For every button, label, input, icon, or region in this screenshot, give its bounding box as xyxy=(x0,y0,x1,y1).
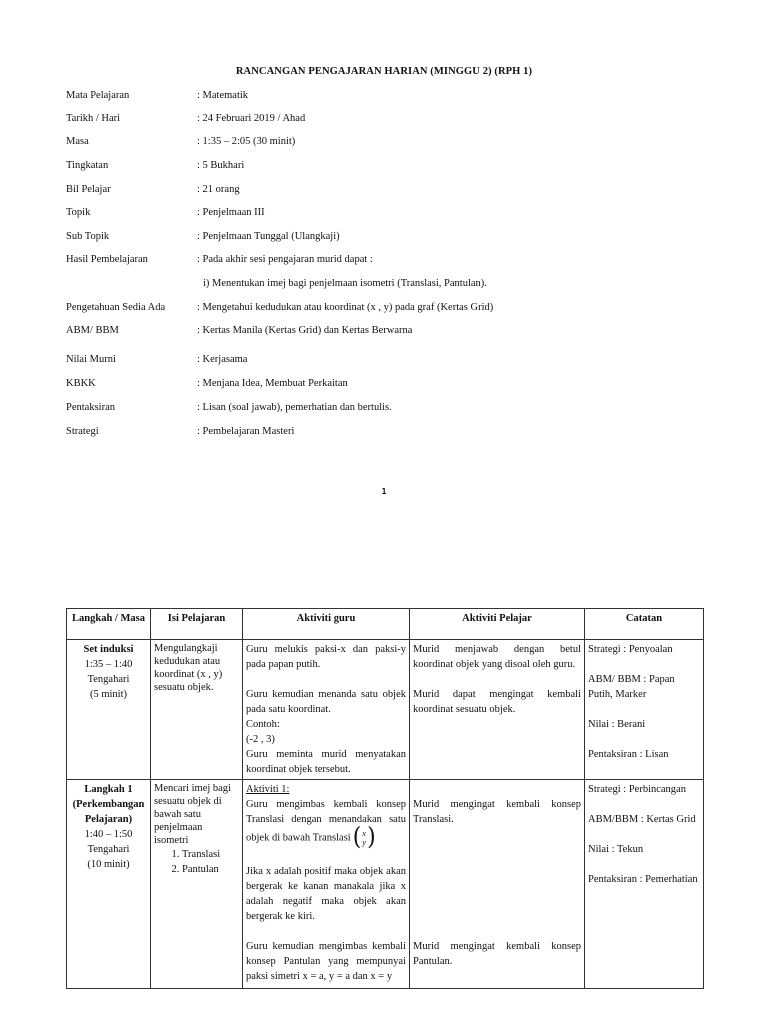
step-name: Langkah 1 (Perkembangan Pelajaran) xyxy=(72,784,145,825)
page-title: RANCANGAN PENGAJARAN HARIAN (MINGGU 2) (RPH 1) xyxy=(235,66,533,77)
page-number: 1 xyxy=(381,487,387,496)
notes-text: Nilai : Berani xyxy=(588,719,646,730)
info-label: KBKK xyxy=(66,378,96,389)
table-header-row xyxy=(67,609,704,640)
info-label: Sub Topik xyxy=(66,231,110,242)
teacher-cell xyxy=(243,780,410,989)
content-list xyxy=(154,847,239,877)
info-value: : Penjelmaan III xyxy=(197,207,265,218)
step-cell xyxy=(67,640,151,780)
header-catatan: Catatan xyxy=(585,609,704,640)
teacher-cell xyxy=(243,640,410,780)
teacher-text: Guru meminta murid menyatakan koordinat objek tersebut. xyxy=(246,749,406,775)
student-text: Murid dapat mengingat kembali koordinat sesuatu objek. xyxy=(413,689,581,715)
teacher-text: Contoh: xyxy=(246,719,280,730)
table-row xyxy=(67,640,704,780)
student-cell xyxy=(410,640,585,780)
info-label: Mata Pelajaran xyxy=(66,90,130,101)
content-cell xyxy=(151,780,243,989)
notes-cell xyxy=(585,780,704,989)
content-text: Mencari imej bagi sesuatu objek di bawah satu penjelmaan isometri xyxy=(154,783,231,846)
info-value: : Lisan (soal jawab), pemerhatian dan bertulis. xyxy=(197,402,392,413)
translation-vector: ( x y ) xyxy=(352,823,376,852)
activity-heading: Aktiviti 1: xyxy=(246,784,290,795)
info-value: : Pembelajaran Masteri xyxy=(197,426,295,437)
lesson-table xyxy=(66,608,704,989)
step-time: 1:40 – 1:50 xyxy=(84,829,133,840)
info-value: : 1:35 – 2:05 (30 minit) xyxy=(197,136,296,147)
vector-bottom: y xyxy=(362,837,367,847)
header-isi: Isi Pelajaran xyxy=(151,609,243,640)
info-value: : 24 Februari 2019 / Ahad xyxy=(197,113,306,124)
info-label: Bil Pelajar xyxy=(66,184,111,195)
notes-text: ABM/BBM : Kertas Grid xyxy=(588,814,696,825)
notes-cell xyxy=(585,640,704,780)
header-aktiviti-pelajar: Aktiviti Pelajar xyxy=(410,609,585,640)
info-label: Tarikh / Hari xyxy=(66,113,121,124)
student-text: Murid mengingat kembali konsep Translasi. xyxy=(413,799,581,825)
table-row xyxy=(67,780,704,989)
list-item: 1. Translasi xyxy=(182,847,239,862)
info-value: : Matematik xyxy=(197,90,249,101)
info-value: : Pada akhir sesi pengajaran murid dapat : xyxy=(197,254,373,265)
info-value: : Menjana Idea, Membuat Perkaitan xyxy=(197,378,348,389)
info-value: : Penjelmaan Tunggal (Ulangkaji) xyxy=(197,231,340,242)
student-cell xyxy=(410,780,585,989)
notes-text: Pentaksiran : Lisan xyxy=(588,749,669,760)
step-duration: (10 minit) xyxy=(87,859,130,870)
teacher-text: (-2 , 3) xyxy=(246,734,275,745)
info-label: Masa xyxy=(66,136,89,147)
header-langkah: Langkah / Masa xyxy=(67,609,151,640)
notes-text: Strategi : Perbincangan xyxy=(588,784,686,795)
student-text: Murid menjawab dengan betul koordinat objek yang disoal oleh guru. xyxy=(413,644,581,670)
info-label: Pengetahuan Sedia Ada xyxy=(66,302,166,313)
info-label: Nilai Murni xyxy=(66,354,116,365)
info-value: : 21 orang xyxy=(197,184,240,195)
teacher-text: Guru kemudian mengimbas kembali konsep Pantulan yang mempunyai paksi simetri x = a, y = a dan x = y xyxy=(246,941,406,982)
list-item: 2. Pantulan xyxy=(182,862,239,877)
student-text: Murid mengingat kembali konsep Pantulan. xyxy=(413,941,581,967)
hasil-item: i) Menentukan imej bagi penjelmaan isometri (Translasi, Pantulan). xyxy=(203,278,487,289)
info-label: ABM/ BBM xyxy=(66,325,119,336)
teacher-text: Jika x adalah positif maka objek akan bergerak ke kanan manakala jika x adalah negatif maka objek akan bergerak ke kiri. xyxy=(246,866,406,922)
notes-text: Strategi : Penyoalan xyxy=(588,644,673,655)
info-label: Hasil Pembelajaran xyxy=(66,254,148,265)
info-label: Pentaksiran xyxy=(66,402,115,413)
vector-top: x xyxy=(362,828,367,838)
step-period: Tengahari xyxy=(87,674,130,685)
info-label: Topik xyxy=(66,207,91,218)
step-time: 1:35 – 1:40 xyxy=(84,659,133,670)
content-cell xyxy=(151,640,243,780)
step-period: Tengahari xyxy=(87,844,130,855)
info-value: : Kerjasama xyxy=(197,354,248,365)
info-value: : 5 Bukhari xyxy=(197,160,245,171)
step-duration: (5 minit) xyxy=(89,689,128,700)
teacher-text: Guru melukis paksi-x dan paksi-y pada papan putih. xyxy=(246,644,406,670)
info-label: Tingkatan xyxy=(66,160,109,171)
info-value: : Kertas Manila (Kertas Grid) dan Kertas Berwarna xyxy=(197,325,413,336)
info-label: Strategi xyxy=(66,426,99,437)
notes-text: ABM/ BBM : Papan Putih, Marker xyxy=(588,674,675,700)
header-aktiviti-guru: Aktiviti guru xyxy=(243,609,410,640)
teacher-text-span: Guru mengimbas kembali konsep Translasi dengan menandakan satu objek di bawah Translasi xyxy=(246,799,406,844)
notes-text: Pentaksiran : Pemerhatian xyxy=(588,874,698,885)
content-text: Mengulangkaji kedudukan atau koordinat (x , y) sesuatu objek. xyxy=(154,643,223,693)
step-name: Set induksi xyxy=(83,644,134,655)
teacher-text: Guru kemudian menanda satu objek pada satu koordinat. xyxy=(246,689,406,715)
info-value: : Mengetahui kedudukan atau koordinat (x , y) pada graf (Kertas Grid) xyxy=(197,302,494,313)
notes-text: Nilai : Tekun xyxy=(588,844,644,855)
teacher-text xyxy=(246,797,406,852)
step-cell xyxy=(67,780,151,989)
